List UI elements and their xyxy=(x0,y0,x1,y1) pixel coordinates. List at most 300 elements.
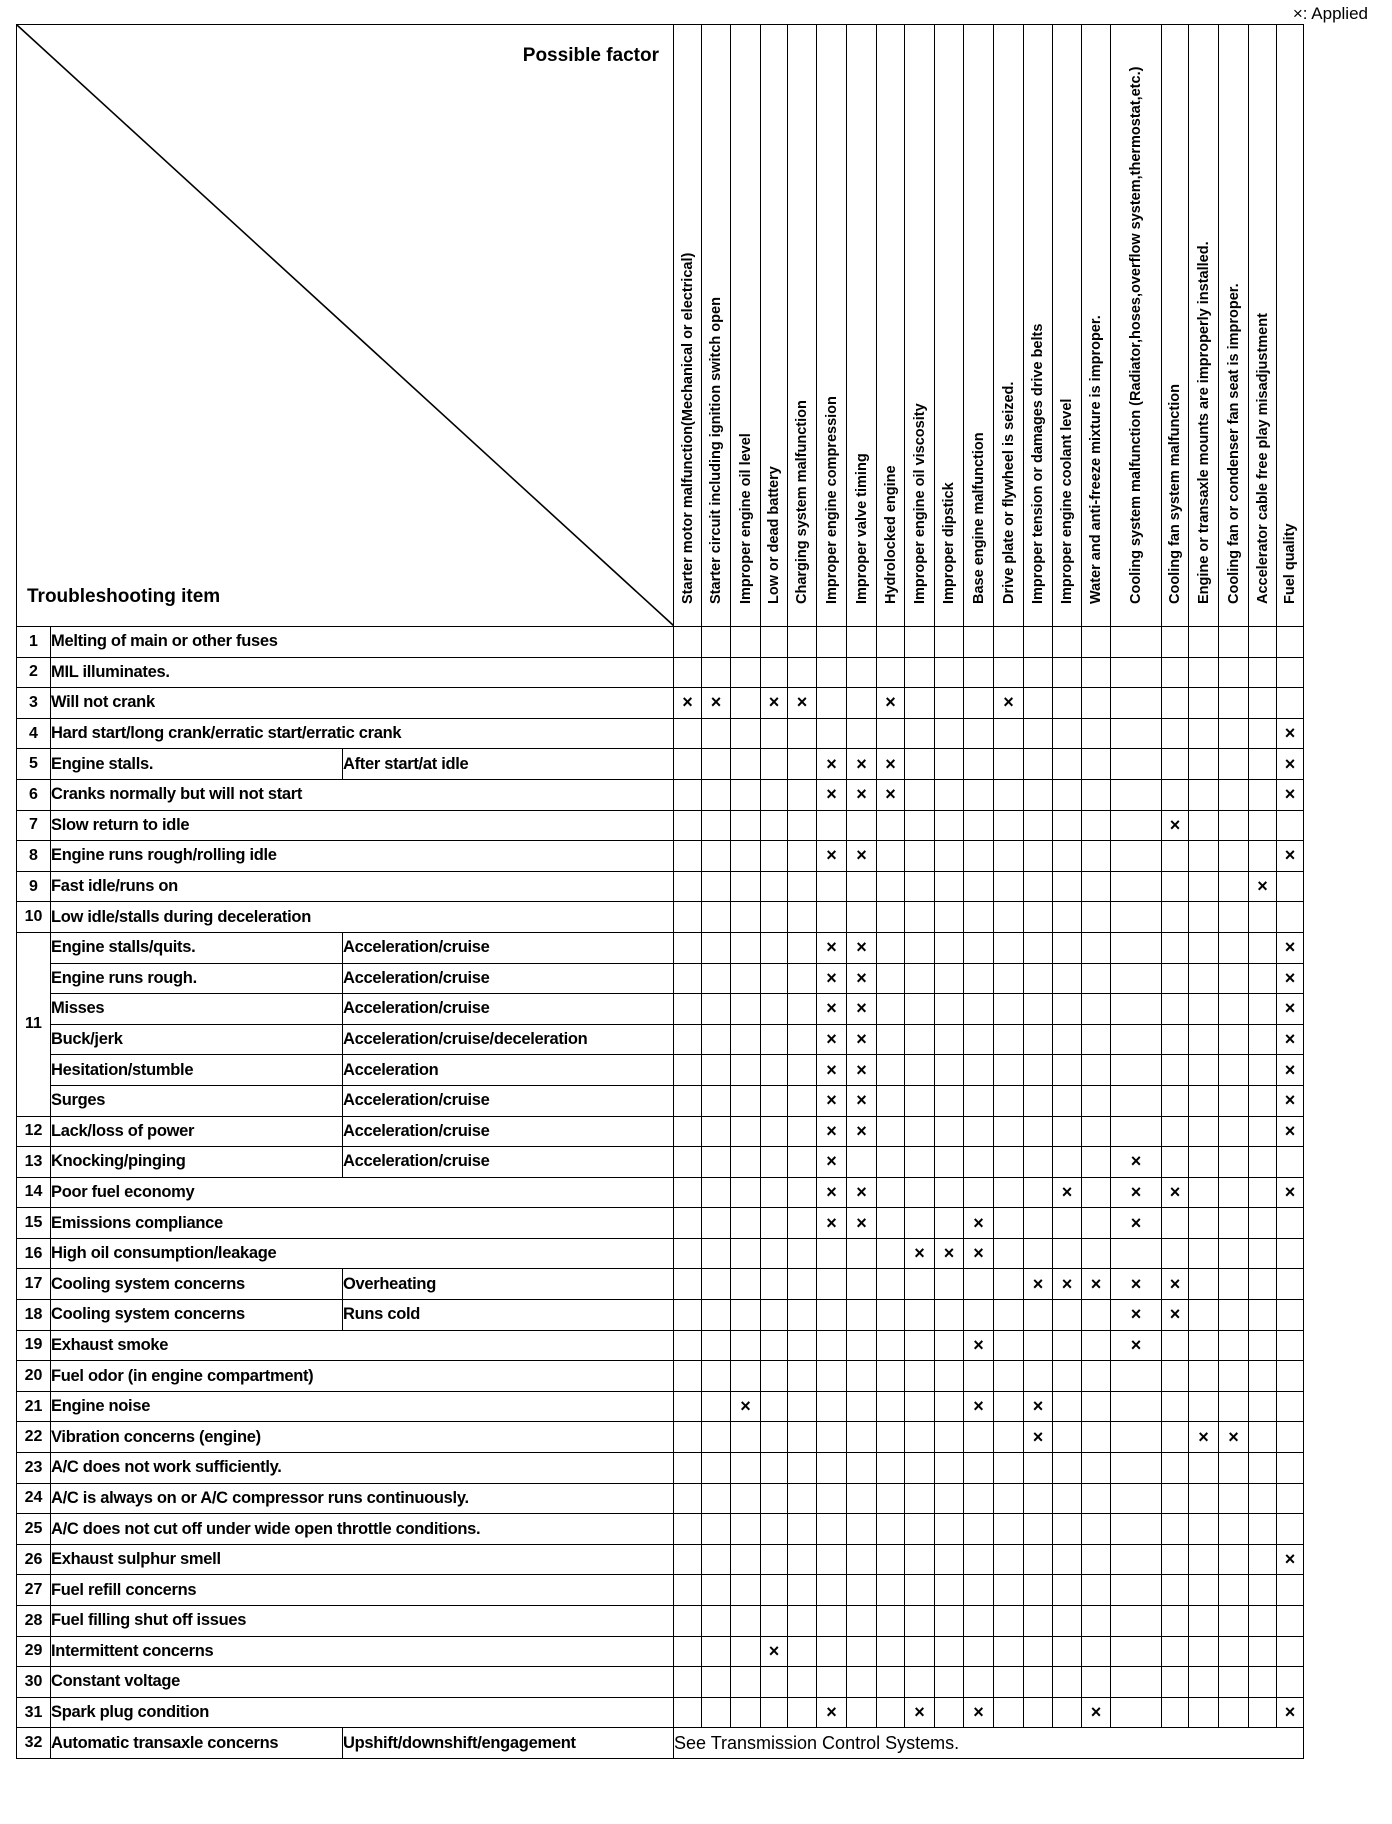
matrix-cell xyxy=(1053,1208,1082,1239)
row-number: 23 xyxy=(17,1453,51,1484)
matrix-cell xyxy=(1053,1361,1082,1392)
matrix-cell xyxy=(1189,688,1219,719)
row-number: 4 xyxy=(17,718,51,749)
row-number: 2 xyxy=(17,657,51,688)
applied-mark: × xyxy=(847,1085,877,1116)
matrix-cell xyxy=(847,902,877,933)
matrix-cell xyxy=(1162,1453,1189,1484)
matrix-cell xyxy=(731,1636,761,1667)
row-number: 31 xyxy=(17,1697,51,1728)
matrix-cell xyxy=(761,963,788,994)
matrix-cell xyxy=(1249,1453,1277,1484)
applied-mark: × xyxy=(1277,749,1304,780)
matrix-cell xyxy=(702,871,731,902)
matrix-cell xyxy=(731,718,761,749)
matrix-cell xyxy=(788,963,817,994)
applied-mark: × xyxy=(935,1238,964,1269)
matrix-cell xyxy=(761,1024,788,1055)
matrix-cell xyxy=(788,1636,817,1667)
troubleshooting-item: Melting of main or other fuses xyxy=(51,627,674,658)
factor-header xyxy=(1277,25,1304,627)
matrix-cell xyxy=(1082,749,1111,780)
condition: Runs cold xyxy=(343,1300,674,1331)
matrix-cell xyxy=(1189,1361,1219,1392)
matrix-cell xyxy=(788,1147,817,1178)
applied-mark: × xyxy=(847,1177,877,1208)
matrix-cell xyxy=(1277,1483,1304,1514)
matrix-cell xyxy=(731,1208,761,1239)
table-row xyxy=(17,1483,1304,1514)
matrix-cell xyxy=(1249,1514,1277,1545)
matrix-cell xyxy=(1277,810,1304,841)
matrix-cell xyxy=(1219,1055,1249,1086)
matrix-cell xyxy=(847,1147,877,1178)
matrix-cell xyxy=(788,1055,817,1086)
matrix-cell xyxy=(1024,1636,1053,1667)
matrix-cell xyxy=(1219,1667,1249,1698)
matrix-cell xyxy=(1249,1483,1277,1514)
matrix-cell xyxy=(964,1575,994,1606)
matrix-cell xyxy=(1189,1024,1219,1055)
matrix-cell xyxy=(1082,688,1111,719)
factor-header xyxy=(761,25,788,627)
matrix-cell xyxy=(817,1330,847,1361)
matrix-cell xyxy=(1111,1544,1162,1575)
row-number: 3 xyxy=(17,688,51,719)
matrix-cell xyxy=(1111,688,1162,719)
matrix-cell xyxy=(731,1667,761,1698)
matrix-cell xyxy=(994,1330,1024,1361)
matrix-cell xyxy=(994,657,1024,688)
matrix-cell xyxy=(1024,1361,1053,1392)
row-number: 24 xyxy=(17,1483,51,1514)
matrix-cell xyxy=(1082,1238,1111,1269)
table-row xyxy=(17,1085,1304,1116)
factor-header xyxy=(905,25,935,627)
matrix-cell xyxy=(994,902,1024,933)
matrix-cell xyxy=(702,1177,731,1208)
matrix-cell xyxy=(674,1024,702,1055)
matrix-cell xyxy=(1249,1697,1277,1728)
row-number: 1 xyxy=(17,627,51,658)
matrix-cell xyxy=(1249,1238,1277,1269)
factor-header xyxy=(1162,25,1189,627)
matrix-cell xyxy=(1162,1330,1189,1361)
matrix-cell xyxy=(994,932,1024,963)
matrix-cell xyxy=(1024,1514,1053,1545)
matrix-cell xyxy=(674,1391,702,1422)
matrix-cell xyxy=(731,1453,761,1484)
applied-mark: × xyxy=(817,1147,847,1178)
matrix-cell xyxy=(702,627,731,658)
applied-mark: × xyxy=(1162,1300,1189,1331)
matrix-cell xyxy=(935,779,964,810)
matrix-cell xyxy=(1024,1453,1053,1484)
matrix-cell xyxy=(731,1300,761,1331)
matrix-cell xyxy=(994,1085,1024,1116)
matrix-cell xyxy=(1053,1055,1082,1086)
matrix-cell xyxy=(994,1208,1024,1239)
matrix-cell xyxy=(905,963,935,994)
applied-mark: × xyxy=(847,932,877,963)
matrix-cell xyxy=(1024,1085,1053,1116)
row-number: 5 xyxy=(17,749,51,780)
applied-mark: × xyxy=(817,963,847,994)
applied-mark: × xyxy=(1024,1269,1053,1300)
troubleshooting-item: Surges xyxy=(51,1085,343,1116)
matrix-cell xyxy=(1277,1514,1304,1545)
matrix-cell xyxy=(674,1116,702,1147)
matrix-cell xyxy=(877,871,905,902)
applied-mark: × xyxy=(674,688,702,719)
matrix-cell xyxy=(788,1422,817,1453)
matrix-cell xyxy=(964,841,994,872)
matrix-cell xyxy=(702,1208,731,1239)
table-row xyxy=(17,749,1304,780)
matrix-cell xyxy=(702,1422,731,1453)
troubleshooting-item: Slow return to idle xyxy=(51,810,674,841)
matrix-cell xyxy=(994,1667,1024,1698)
matrix-cell xyxy=(1053,1116,1082,1147)
matrix-cell xyxy=(1111,1667,1162,1698)
matrix-cell xyxy=(1189,779,1219,810)
matrix-cell xyxy=(674,1453,702,1484)
matrix-cell xyxy=(1162,1544,1189,1575)
matrix-cell xyxy=(1024,1300,1053,1331)
matrix-cell xyxy=(1189,1330,1219,1361)
legend: ×: Applied xyxy=(1292,4,1368,23)
matrix-cell xyxy=(761,1575,788,1606)
matrix-cell xyxy=(964,1055,994,1086)
troubleshooting-item: Emissions compliance xyxy=(51,1208,674,1239)
troubleshooting-item: MIL illuminates. xyxy=(51,657,674,688)
matrix-cell xyxy=(1024,1208,1053,1239)
matrix-cell xyxy=(877,1453,905,1484)
matrix-cell xyxy=(1189,1606,1219,1637)
matrix-cell xyxy=(702,1330,731,1361)
applied-mark: × xyxy=(1277,779,1304,810)
matrix-cell xyxy=(905,1300,935,1331)
matrix-cell xyxy=(877,1024,905,1055)
matrix-cell xyxy=(1082,902,1111,933)
matrix-cell xyxy=(935,749,964,780)
matrix-cell xyxy=(1249,902,1277,933)
applied-mark: × xyxy=(817,1024,847,1055)
factor-label: Engine or transaxle mounts are improperly installed. xyxy=(1195,241,1212,604)
matrix-cell xyxy=(761,1085,788,1116)
matrix-cell xyxy=(674,779,702,810)
matrix-cell xyxy=(994,810,1024,841)
applied-mark: × xyxy=(1277,963,1304,994)
matrix-cell xyxy=(1162,1391,1189,1422)
matrix-cell xyxy=(905,1606,935,1637)
matrix-cell xyxy=(905,1330,935,1361)
matrix-cell xyxy=(1082,1024,1111,1055)
matrix-cell xyxy=(1111,1697,1162,1728)
matrix-cell xyxy=(702,1483,731,1514)
matrix-cell xyxy=(761,1116,788,1147)
matrix-cell xyxy=(761,810,788,841)
matrix-cell xyxy=(1219,963,1249,994)
table-row xyxy=(17,1330,1304,1361)
matrix-cell xyxy=(1162,1575,1189,1606)
matrix-cell xyxy=(788,1667,817,1698)
matrix-cell xyxy=(674,1269,702,1300)
factor-label: Improper dipstick xyxy=(941,482,957,604)
matrix-cell xyxy=(1162,657,1189,688)
condition: Acceleration/cruise xyxy=(343,1147,674,1178)
matrix-cell xyxy=(702,841,731,872)
matrix-cell xyxy=(817,1391,847,1422)
matrix-cell xyxy=(674,627,702,658)
matrix-cell xyxy=(905,810,935,841)
matrix-cell xyxy=(1219,1269,1249,1300)
matrix-cell xyxy=(1162,1055,1189,1086)
matrix-cell xyxy=(1189,1514,1219,1545)
factor-header xyxy=(1053,25,1082,627)
matrix-cell xyxy=(674,1606,702,1637)
troubleshooting-item: Engine runs rough/rolling idle xyxy=(51,841,674,872)
matrix-cell xyxy=(1053,627,1082,658)
matrix-cell xyxy=(1277,1300,1304,1331)
applied-mark: × xyxy=(847,1208,877,1239)
matrix-cell xyxy=(935,1361,964,1392)
matrix-cell xyxy=(1082,718,1111,749)
matrix-cell xyxy=(788,1606,817,1637)
matrix-cell xyxy=(761,1269,788,1300)
matrix-cell xyxy=(1249,932,1277,963)
matrix-cell xyxy=(817,871,847,902)
matrix-cell xyxy=(817,1483,847,1514)
factor-header xyxy=(1189,25,1219,627)
troubleshooting-item: High oil consumption/leakage xyxy=(51,1238,674,1269)
matrix-cell xyxy=(935,1116,964,1147)
matrix-cell xyxy=(731,779,761,810)
matrix-cell xyxy=(935,810,964,841)
row-number: 30 xyxy=(17,1667,51,1698)
matrix-cell xyxy=(788,1453,817,1484)
table-row xyxy=(17,1422,1304,1453)
matrix-cell xyxy=(1053,779,1082,810)
applied-mark: × xyxy=(1111,1269,1162,1300)
matrix-cell xyxy=(1189,1391,1219,1422)
matrix-cell xyxy=(702,718,731,749)
matrix-cell xyxy=(877,1330,905,1361)
matrix-cell xyxy=(1189,1238,1219,1269)
matrix-cell xyxy=(731,902,761,933)
table-row xyxy=(17,994,1304,1025)
matrix-cell xyxy=(935,902,964,933)
matrix-cell xyxy=(905,1055,935,1086)
table-row xyxy=(17,1453,1304,1484)
condition: After start/at idle xyxy=(343,749,674,780)
matrix-cell xyxy=(847,1238,877,1269)
row-number: 27 xyxy=(17,1575,51,1606)
applied-mark: × xyxy=(1249,871,1277,902)
matrix-cell xyxy=(674,1544,702,1575)
matrix-cell xyxy=(1162,932,1189,963)
matrix-cell xyxy=(1082,810,1111,841)
matrix-cell xyxy=(1024,1697,1053,1728)
matrix-cell xyxy=(1053,1330,1082,1361)
matrix-cell xyxy=(1277,1575,1304,1606)
matrix-cell xyxy=(964,1667,994,1698)
matrix-cell xyxy=(905,627,935,658)
factor-header xyxy=(1024,25,1053,627)
matrix-cell xyxy=(761,1208,788,1239)
matrix-cell xyxy=(761,1606,788,1637)
matrix-cell xyxy=(1082,1544,1111,1575)
matrix-cell xyxy=(1219,810,1249,841)
matrix-cell xyxy=(1024,1606,1053,1637)
matrix-cell xyxy=(847,1667,877,1698)
matrix-cell xyxy=(1189,1453,1219,1484)
matrix-cell xyxy=(1162,718,1189,749)
matrix-cell xyxy=(702,1116,731,1147)
table-row xyxy=(17,1391,1304,1422)
table-row xyxy=(17,1544,1304,1575)
factor-header xyxy=(1219,25,1249,627)
matrix-cell xyxy=(731,1606,761,1637)
matrix-cell xyxy=(877,932,905,963)
matrix-cell xyxy=(905,841,935,872)
factor-label: Cooling fan system malfunction xyxy=(1167,384,1183,604)
matrix-cell xyxy=(1189,627,1219,658)
matrix-cell xyxy=(1082,1208,1111,1239)
troubleshooting-item: Fast idle/runs on xyxy=(51,871,674,902)
applied-mark: × xyxy=(1082,1269,1111,1300)
matrix-cell xyxy=(1162,1208,1189,1239)
matrix-cell xyxy=(847,1514,877,1545)
matrix-cell xyxy=(1277,1238,1304,1269)
matrix-cell xyxy=(964,1147,994,1178)
matrix-cell xyxy=(964,1483,994,1514)
matrix-cell xyxy=(788,1391,817,1422)
matrix-cell xyxy=(1162,688,1189,719)
matrix-cell xyxy=(964,1177,994,1208)
matrix-cell xyxy=(877,1269,905,1300)
matrix-cell xyxy=(964,963,994,994)
matrix-cell xyxy=(1219,1177,1249,1208)
factor-header xyxy=(731,25,761,627)
matrix-cell xyxy=(1053,1667,1082,1698)
matrix-cell xyxy=(761,1483,788,1514)
matrix-cell xyxy=(1053,1238,1082,1269)
matrix-cell xyxy=(1249,1422,1277,1453)
matrix-cell xyxy=(702,1514,731,1545)
matrix-cell xyxy=(702,1147,731,1178)
matrix-cell xyxy=(1277,1667,1304,1698)
applied-mark: × xyxy=(964,1208,994,1239)
troubleshooting-item: Automatic transaxle concerns xyxy=(51,1728,343,1759)
applied-mark: × xyxy=(905,1697,935,1728)
troubleshooting-item: Cooling system concerns xyxy=(51,1300,343,1331)
matrix-cell xyxy=(1249,1177,1277,1208)
matrix-cell xyxy=(935,1300,964,1331)
matrix-cell xyxy=(905,1575,935,1606)
matrix-cell xyxy=(1082,1085,1111,1116)
row-number: 11 xyxy=(17,932,51,1116)
matrix-cell xyxy=(935,718,964,749)
matrix-cell xyxy=(731,1055,761,1086)
condition: Upshift/downshift/engagement xyxy=(343,1728,674,1759)
matrix-cell xyxy=(788,1544,817,1575)
matrix-cell xyxy=(817,1300,847,1331)
matrix-cell xyxy=(1189,1116,1219,1147)
matrix-cell xyxy=(731,1116,761,1147)
matrix-cell xyxy=(1111,1422,1162,1453)
matrix-cell xyxy=(1082,1147,1111,1178)
matrix-cell xyxy=(877,902,905,933)
matrix-cell xyxy=(1082,1177,1111,1208)
matrix-cell xyxy=(1162,1024,1189,1055)
table-row xyxy=(17,902,1304,933)
troubleshooting-item: Misses xyxy=(51,994,343,1025)
troubleshooting-item: A/C does not cut off under wide open throttle conditions. xyxy=(51,1514,674,1545)
matrix-cell xyxy=(761,657,788,688)
matrix-cell xyxy=(1082,1636,1111,1667)
factor-header xyxy=(702,25,731,627)
applied-mark: × xyxy=(847,841,877,872)
matrix-cell xyxy=(1249,994,1277,1025)
matrix-cell xyxy=(1189,1483,1219,1514)
matrix-cell xyxy=(1219,902,1249,933)
matrix-cell xyxy=(877,1238,905,1269)
matrix-cell xyxy=(847,718,877,749)
matrix-cell xyxy=(1249,1116,1277,1147)
matrix-cell xyxy=(877,1514,905,1545)
matrix-cell xyxy=(935,1483,964,1514)
matrix-cell xyxy=(1219,1391,1249,1422)
matrix-cell xyxy=(1162,1514,1189,1545)
matrix-cell xyxy=(761,1391,788,1422)
matrix-cell xyxy=(964,810,994,841)
troubleshooting-item: Intermittent concerns xyxy=(51,1636,674,1667)
factor-label: Water and anti-freeze mixture is improper. xyxy=(1088,315,1104,604)
matrix-cell xyxy=(1024,841,1053,872)
matrix-cell xyxy=(1219,657,1249,688)
matrix-cell xyxy=(1219,749,1249,780)
matrix-cell xyxy=(674,1177,702,1208)
matrix-cell xyxy=(731,1514,761,1545)
row-number: 14 xyxy=(17,1177,51,1208)
matrix-cell xyxy=(905,1361,935,1392)
troubleshooting-item: Engine stalls/quits. xyxy=(51,932,343,963)
matrix-cell xyxy=(877,1055,905,1086)
matrix-cell xyxy=(817,1544,847,1575)
matrix-cell xyxy=(1053,688,1082,719)
matrix-cell xyxy=(935,1055,964,1086)
matrix-cell xyxy=(1162,1238,1189,1269)
matrix-cell xyxy=(994,1483,1024,1514)
matrix-cell xyxy=(674,1330,702,1361)
applied-mark: × xyxy=(905,1238,935,1269)
factor-label: Improper engine compression xyxy=(823,396,840,604)
matrix-cell xyxy=(964,718,994,749)
factor-label: Base engine malfunction xyxy=(970,432,987,604)
applied-mark: × xyxy=(1082,1697,1111,1728)
matrix-cell xyxy=(702,1636,731,1667)
matrix-cell xyxy=(761,841,788,872)
matrix-cell xyxy=(1219,1453,1249,1484)
matrix-cell xyxy=(1053,1544,1082,1575)
troubleshooting-item: Cooling system concerns xyxy=(51,1269,343,1300)
matrix-cell xyxy=(1189,657,1219,688)
matrix-cell xyxy=(817,1269,847,1300)
condition: Acceleration/cruise xyxy=(343,994,674,1025)
matrix-cell xyxy=(1082,1514,1111,1545)
matrix-cell xyxy=(788,994,817,1025)
